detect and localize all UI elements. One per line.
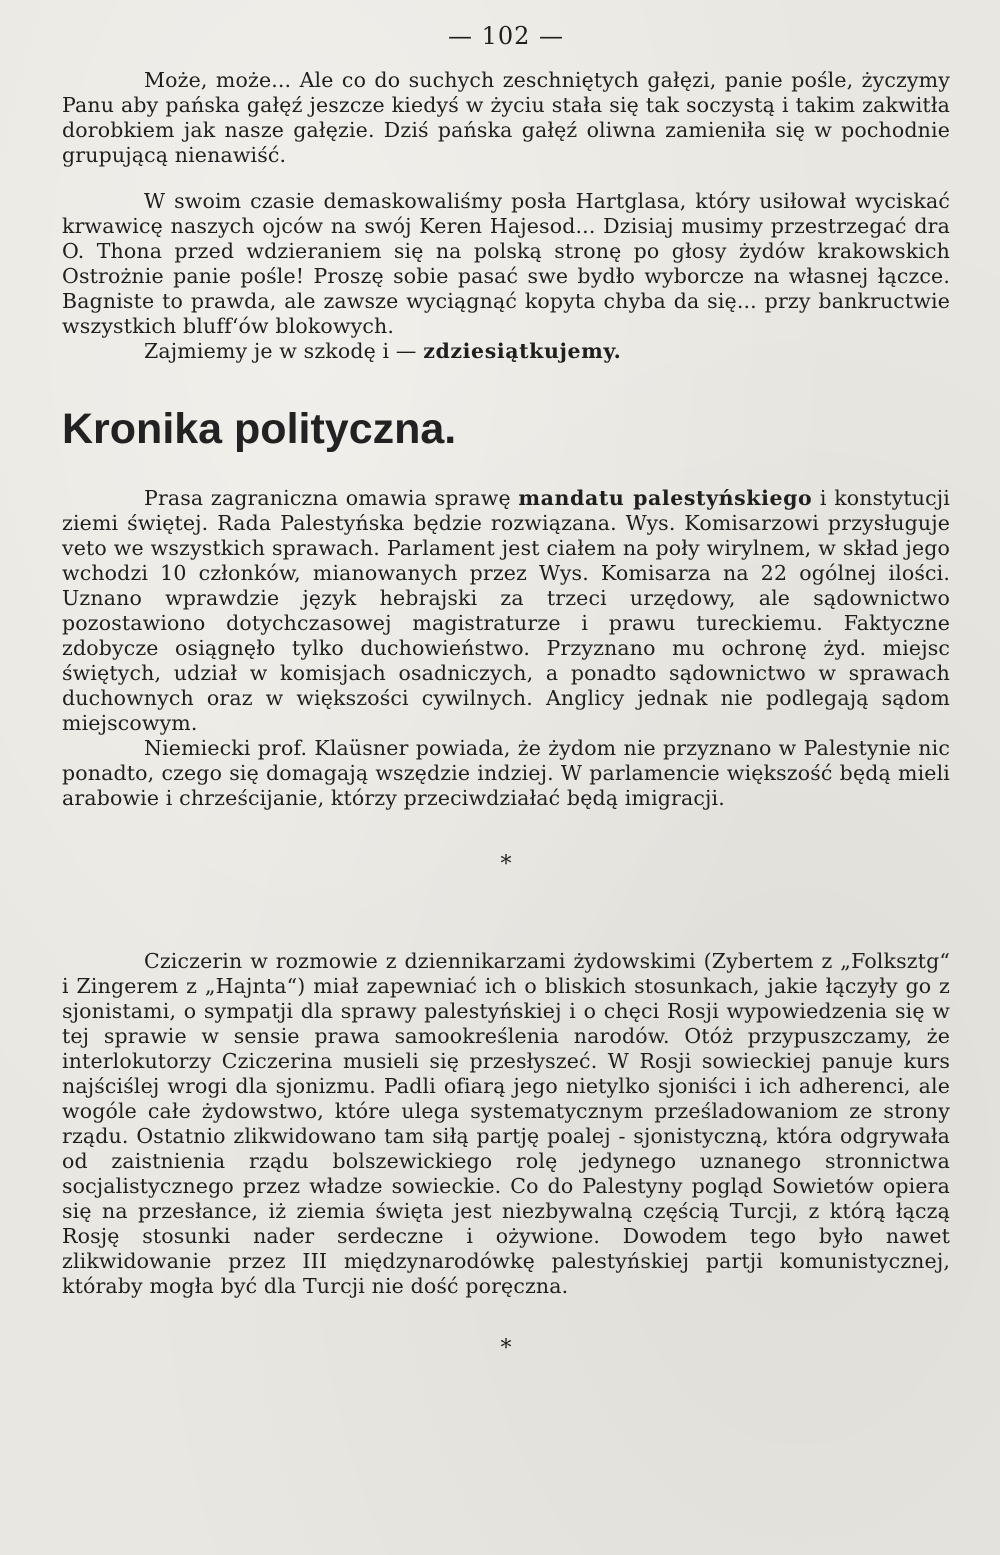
paragraph-mandat-start: Prasa zagraniczna omawia sprawę [144, 486, 519, 510]
paragraph-hartglas: W swoim czasie demaskowaliśmy posła Hartglasa, który usiłował wyciskać krwawicę naszych ojców na swój Keren Hajesod... Dzisiaj musimy przestrzegać dra O. Thona przed wdzieraniem się na polską stronę po głosy żydów krakowskich Ostrożnie panie pośle! Proszę sobie pasać swe bydło wyborcze na własnej łączce. Bagniste to prawda, ale zawsze wyciągnąć kopyta chyba da się... przy bankructwie wszystkich bluff‘ów blokowych. [62, 189, 950, 338]
paragraph-gałęzie: Może, może... Ale co do suchych zeschniętych gałęzi, panie pośle, życzymy Panu aby pańska gałęź jeszcze kiedyś w życiu stała się tak soczystą i takim zakwitła dorobkiem jak nasze gałęzie. Dziś pańska gałęź oliwna zamieniła się w pochodnie grupującą nienawiść. [62, 68, 950, 167]
section-heading: Kronika polityczna. [62, 405, 457, 453]
paragraph-mandat-rest: i konstytucji ziemi świętej. Rada Palestyńska będzie rozwiązana. Wys. Komisarzowi przysługuje veto we wszystkich sprawach. Parlament jest ciałem na poły wirylnem, w skład jego wchodzi 10 członków, mianowanych przez Wys. Komisarza na 22 ogólnej ilości. Uznano wprawdzie język hebrajski za trzeci urzędowy, ale sądownictwo pozostawiono dotychczasowej magistraturze i prawu tureckiemu. Faktyczne zdobycze osiągnęło tylko duchowieństwo. Przyznano mu ochronę żyd. miejsc świętych, udział w komisjach osadniczych, a ponadto sądownictwo w sprawach duchownych oraz w większości cywilnych. Anglicy jednak nie podlegają sądom miejscowym. [62, 486, 950, 735]
paragraph-mandat [62, 486, 950, 736]
paragraph-klausner: Niemiecki prof. Klaüsner powiada, że żydom nie przyznano w Palestynie nic ponadto, czego się domagają wszędzie indziej. W parlamencie większość będą mieli arabowie i chrześcijanie, którzy przeciwdziałać będą imigracji. [62, 736, 950, 810]
paragraph-zajmiemy [62, 339, 950, 364]
paragraph-cziczerin: Cziczerin w rozmowie z dziennikarzami żydowskimi (Zybertem z „Folksztg“ i Zingerem z „Hajnta“) miał zapewniać ich o bliskich stosunkach, jakie łączyły go z sjonistami, o sympatji dla sprawy palestyńskiej i o chęci Rosji wypowiedzenia się w tej sprawie w sensie prawa samookreślenia narodów. Otóż przypuszczamy, że interlokutorzy Cziczerina musieli się przesłyszeć. W Rosji sowieckiej panuje kurs najściślej wrogi dla sjonizmu. Padli ofiarą jego nietylko sjoniści i ich adherenci, ale wogóle całe żydowstwo, które ulega systematycznym prześladowaniom ze strony rządu. Ostatnio zlikwidowano tam siłą partję poalej - sjonistyczną, która odgrywała od zaistnienia rządu bolszewickiego rolę jedynego uznanego stronnictwa socjalistycznego przez władze sowieckie. Co do Palestyny pogląd Sowietów opiera się na przesłance, iż ziemia święta jest niezbywalną częścią Turcji, z którą łączą Rosję stosunki nader serdeczne i ożywione. Dowodem tego było nawet zlikwidowanie przez III międzynarodówkę palestyńskiej partji komunistycznej, któraby mogła być dla Turcji nie dość poręczna. [62, 949, 950, 1298]
section-separator-1: * [500, 852, 512, 877]
emphasis-zdziesiatkujemy: zdziesiątkujemy. [423, 339, 622, 363]
page-number: — 102 — [447, 22, 565, 50]
section-separator-2: * [500, 1336, 512, 1361]
paragraph-zajmiemy-text: Zajmiemy je w szkodę i — [144, 339, 424, 363]
emphasis-mandat: mandatu palestyńskiego [518, 486, 813, 510]
